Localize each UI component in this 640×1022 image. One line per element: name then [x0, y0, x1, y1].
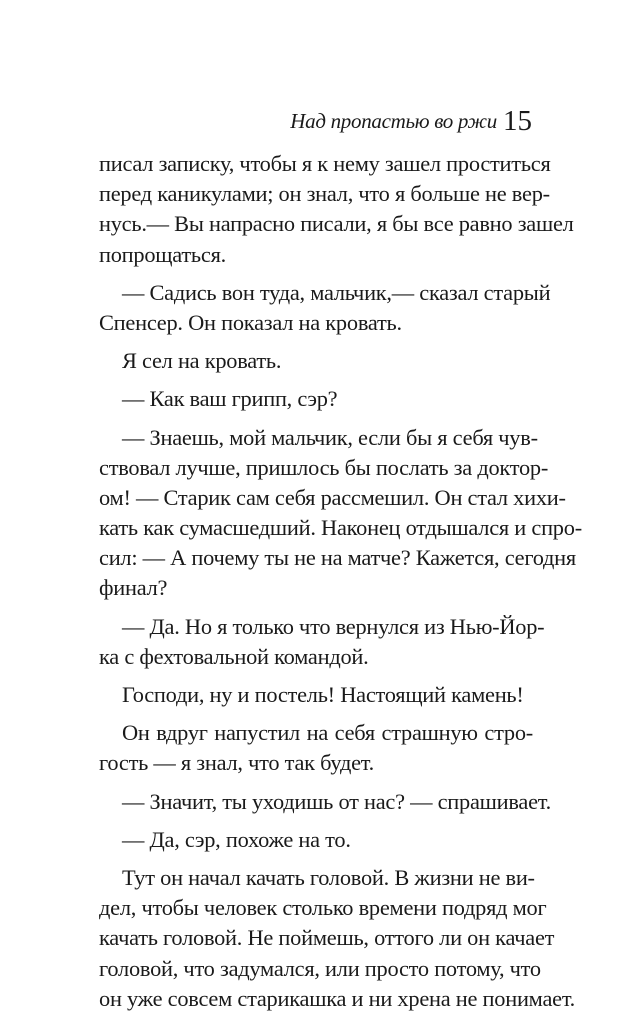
text-line: нусь.— Вы напрасно писали, я бы все равно зашел: [99, 211, 574, 237]
text-line: — Как ваш грипп, сэр?: [122, 386, 338, 412]
text-line: Спенсер. Он показал на кровать.: [99, 309, 402, 335]
paragraph: [99, 149, 574, 270]
paragraph: [99, 787, 552, 817]
text-line: перед каникулами; он знал, что я больше не вер-: [99, 181, 550, 207]
book-title: Над пропастью во ржи: [290, 109, 497, 133]
page-body-text: [99, 149, 582, 1022]
text-line: попрощаться.: [99, 241, 226, 267]
text-line: — Да. Но я только что вернулся из Нью-Йор-: [122, 613, 545, 639]
text-line: Я сел на кровать.: [122, 348, 282, 374]
paragraph: [99, 680, 533, 710]
text-line: ка с фехтовальной командой.: [99, 643, 369, 669]
text-line: кать как сумасшедший. Наконец отдышался и спро-: [99, 515, 582, 541]
text-line: Тут он начал качать головой. В жизни не ви-: [122, 864, 535, 890]
text-line: Господи, ну и постель! Настоящий камень!: [122, 682, 524, 707]
text-line: он уже совсем старикашка и ни хрена не понимает.: [99, 985, 576, 1011]
paragraph: [99, 423, 582, 604]
text-line: гость — я знал, что так будет.: [99, 750, 374, 776]
text-line: — Значит, ты уходишь от нас? — спрашивает.: [122, 788, 552, 814]
paragraph: [99, 612, 545, 672]
paragraph: [99, 346, 533, 376]
paragraph: [99, 384, 533, 414]
paragraph: [99, 278, 551, 338]
text-line: писал записку, чтобы я к нему зашел проститься: [99, 151, 551, 176]
running-head: [0, 103, 532, 136]
text-line: ствовал лучше, пришлось бы послать за доктор-: [99, 454, 549, 480]
text-line: финал?: [99, 575, 168, 601]
paragraph: [99, 825, 533, 855]
paragraph: [99, 718, 533, 778]
text-line: головой, что задумался, или просто потому, что: [99, 955, 541, 981]
text-line: Он вдруг напустил на себя страшную стро-: [122, 720, 533, 746]
text-line: сил: — А почему ты не на матче? Кажется, сегодня: [99, 545, 576, 571]
page-number: 15: [503, 105, 532, 137]
text-line: — Знаешь, мой мальчик, если бы я себя чув-: [122, 424, 538, 450]
text-line: — Да, сэр, похоже на то.: [122, 826, 351, 852]
text-line: качать головой. Не поймешь, оттого ли он качает: [99, 925, 555, 951]
text-line: ом! — Старик сам себя рассмешил. Он стал хихи-: [99, 484, 566, 510]
text-line: дел, чтобы человек столько времени подряд мог: [99, 895, 547, 921]
text-line: — Садись вон туда, мальчик,— сказал старый: [122, 279, 551, 305]
paragraph: [99, 863, 576, 1014]
